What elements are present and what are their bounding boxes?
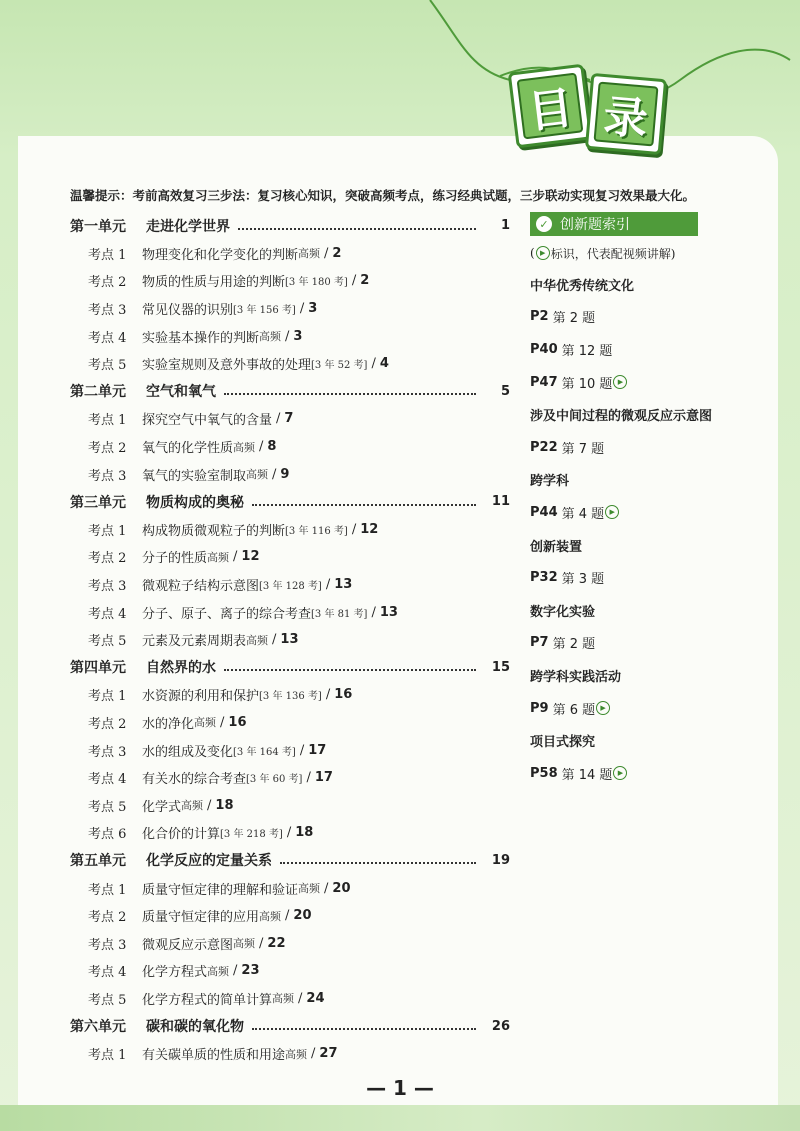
point-title: 常见仪器的识别	[142, 303, 234, 319]
index-reference[interactable]	[530, 627, 780, 660]
slash-separator: /	[276, 411, 281, 427]
video-legend-note	[530, 242, 780, 264]
index-reference[interactable]	[530, 366, 780, 399]
toc-point-row[interactable]	[70, 681, 510, 709]
index-category: 涉及中间过程的微观反应示意图	[530, 409, 713, 425]
reference-question: 第 4 题	[561, 506, 605, 522]
point-title: 化学方程式	[142, 965, 208, 981]
toc-unit-row[interactable]	[70, 378, 510, 406]
innovation-index-list	[530, 268, 780, 790]
point-page-number: 12	[360, 521, 379, 537]
toc-point-row[interactable]	[70, 598, 510, 626]
slash-separator: /	[325, 687, 331, 703]
index-category: 跨学科	[530, 474, 570, 490]
slash-separator: /	[259, 935, 264, 951]
point-label: 考点 3	[88, 579, 127, 595]
toc-point-row[interactable]	[70, 957, 510, 985]
toc-unit-row[interactable]	[70, 488, 510, 516]
dot-leader	[252, 492, 476, 506]
reference-page: P40	[530, 341, 558, 357]
point-title: 实验基本操作的判断	[142, 330, 260, 346]
toc-point-row[interactable]	[70, 516, 510, 544]
reference-question: 第 12 题	[561, 343, 613, 359]
point-title: 分子的性质	[142, 551, 208, 567]
high-frequency-tag: 高频	[194, 716, 217, 730]
point-title: 质量守恒定律的理解和验证	[142, 882, 299, 898]
point-page-number: 3	[308, 301, 318, 317]
exam-count-tag: [3 年 128 考]	[259, 581, 322, 593]
high-frequency-tag: 高频	[181, 799, 204, 813]
index-reference[interactable]	[530, 301, 780, 334]
reference-page: P7	[530, 635, 549, 651]
title-tile-mu	[508, 64, 593, 149]
reference-question: 第 10 题	[561, 376, 613, 392]
toc-point-row[interactable]	[70, 819, 510, 847]
slash-separator: /	[233, 963, 238, 979]
slash-separator: /	[306, 770, 311, 786]
toc-point-row[interactable]	[70, 322, 510, 350]
index-category: 创新装置	[530, 539, 583, 555]
high-frequency-tag: 高频	[298, 882, 321, 896]
slash-separator: /	[371, 356, 376, 372]
slash-separator: /	[324, 880, 329, 896]
point-label: 考点 2	[88, 716, 127, 732]
table-of-contents	[70, 212, 510, 1067]
high-frequency-tag: 高频	[246, 468, 269, 482]
exam-count-tag: [3 年 136 考]	[259, 691, 322, 703]
point-page-number: 13	[280, 632, 299, 648]
point-label: 考点 3	[88, 303, 127, 319]
point-title: 水的组成及变化	[142, 744, 234, 760]
slash-separator: /	[272, 632, 277, 648]
play-icon[interactable]: ▶	[605, 505, 619, 519]
point-title: 物质的性质与用途的判断	[142, 275, 286, 291]
exam-count-tag: [3 年 116 考]	[285, 525, 348, 537]
toc-unit-row[interactable]	[70, 1012, 510, 1040]
dot-leader	[252, 1016, 476, 1030]
toc-point-row[interactable]	[70, 736, 510, 764]
unit-title: 化学反应的定量关系	[146, 853, 272, 870]
point-title: 探究空气中氧气的含量	[142, 413, 273, 429]
title-tile-lu	[585, 73, 667, 155]
reference-question: 第 14 题	[561, 767, 613, 783]
reference-page: P47	[530, 374, 558, 390]
reference-question: 第 2 题	[552, 311, 596, 327]
point-label: 考点 4	[88, 965, 127, 981]
point-title: 有关水的综合考查	[142, 772, 247, 788]
high-frequency-tag: 高频	[207, 550, 230, 564]
slash-separator: /	[298, 990, 303, 1006]
innovation-index-title: 创新题索引	[560, 217, 630, 233]
toc-point-row[interactable]	[70, 764, 510, 792]
toc-point-row[interactable]	[70, 1040, 510, 1068]
slash-separator: /	[299, 742, 305, 758]
point-label: 考点 1	[88, 689, 127, 705]
slash-separator: /	[311, 1046, 316, 1062]
point-label: 考点 1	[88, 523, 127, 539]
high-frequency-tag: 高频	[233, 440, 256, 454]
video-legend-pre: (	[530, 246, 535, 260]
unit-title: 走进化学世界	[146, 218, 230, 235]
slash-separator: /	[325, 577, 331, 593]
point-page-number: 7	[284, 411, 294, 427]
point-label: 考点 5	[88, 358, 127, 374]
slash-separator: /	[272, 466, 277, 482]
unit-label: 第六单元	[70, 1019, 126, 1036]
exam-count-tag: [3 年 218 考]	[220, 829, 283, 841]
point-title: 构成物质微观粒子的判断	[142, 523, 286, 539]
high-frequency-tag: 高频	[272, 992, 295, 1006]
unit-page-number: 5	[500, 383, 510, 399]
point-page-number: 24	[306, 990, 325, 1006]
point-label: 考点 4	[88, 330, 127, 346]
point-label: 考点 2	[88, 551, 127, 567]
high-frequency-tag: 高频	[233, 937, 256, 951]
toc-point-row[interactable]	[70, 709, 510, 737]
lightbulb-icon: ✓	[536, 216, 552, 232]
exam-count-tag: [3 年 180 考]	[285, 277, 348, 289]
index-reference[interactable]	[530, 431, 780, 464]
point-page-number: 2	[360, 273, 370, 289]
play-icon: ▶	[536, 246, 550, 260]
point-label: 考点 3	[88, 468, 127, 484]
point-label: 考点 3	[88, 744, 127, 760]
point-title: 微观反应示意图	[142, 937, 234, 953]
study-tip: 温馨提示：考前高效复习三步法：复习核心知识，突破高频考点，练习经典试题，三步联动实现复习效果最大化。	[70, 188, 696, 203]
index-reference[interactable]	[530, 333, 780, 366]
slash-separator: /	[259, 439, 264, 455]
slash-separator: /	[233, 549, 238, 565]
point-title: 水资源的利用和保护	[142, 689, 260, 705]
index-reference[interactable]	[530, 757, 780, 790]
point-title: 水的净化	[142, 716, 195, 732]
point-page-number: 22	[267, 935, 286, 951]
reference-question: 第 6 题	[552, 702, 596, 718]
unit-title: 空气和氧气	[146, 384, 216, 401]
point-label: 考点 2	[88, 441, 127, 457]
point-page-number: 17	[308, 742, 327, 758]
exam-count-tag: [3 年 164 考]	[233, 746, 296, 758]
index-category: 中华优秀传统文化	[530, 278, 635, 294]
high-frequency-tag: 高频	[298, 247, 321, 261]
play-icon[interactable]: ▶	[596, 701, 610, 715]
toc-point-row[interactable]	[70, 295, 510, 323]
point-title: 实验室规则及意外事故的处理	[142, 358, 312, 374]
point-title: 化学式	[142, 799, 182, 815]
toc-point-row[interactable]	[70, 405, 510, 433]
point-label: 考点 2	[88, 275, 127, 291]
point-page-number: 3	[293, 328, 303, 344]
point-label: 考点 5	[88, 634, 127, 650]
hanging-string-decoration	[0, 0, 800, 150]
exam-count-tag: [3 年 81 考]	[311, 608, 368, 620]
point-page-number: 20	[332, 880, 351, 896]
toc-point-row[interactable]	[70, 240, 510, 268]
unit-label: 第四单元	[70, 660, 126, 677]
unit-page-number: 15	[491, 659, 510, 675]
index-category: 跨学科实践活动	[530, 669, 622, 685]
point-page-number: 18	[215, 797, 234, 813]
point-page-number: 2	[332, 245, 342, 261]
slash-separator: /	[207, 797, 212, 813]
slash-separator: /	[285, 328, 290, 344]
reference-question: 第 3 题	[561, 572, 605, 588]
title-char-lu: 录	[601, 91, 650, 146]
toc-point-row[interactable]	[70, 571, 510, 599]
unit-page-number: 26	[491, 1018, 510, 1034]
high-frequency-tag: 高频	[207, 964, 230, 978]
point-title: 质量守恒定律的应用	[142, 910, 260, 926]
point-page-number: 20	[293, 908, 312, 924]
index-category: 项目式探究	[530, 735, 596, 751]
innovation-index-header	[530, 212, 698, 236]
toc-point-row[interactable]	[70, 460, 510, 488]
exam-count-tag: [3 年 52 考]	[311, 360, 368, 372]
point-label: 考点 2	[88, 910, 127, 926]
index-reference[interactable]	[530, 496, 780, 529]
toc-point-row[interactable]	[70, 985, 510, 1013]
point-title: 物理变化和化学变化的判断	[142, 247, 299, 263]
point-title: 氧气的实验室制取	[142, 468, 247, 484]
toc-unit-row[interactable]	[70, 847, 510, 875]
point-label: 考点 1	[88, 1048, 127, 1064]
point-title: 化学方程式的简单计算	[142, 992, 273, 1008]
point-title: 有关碳单质的性质和用途	[142, 1048, 286, 1064]
high-frequency-tag: 高频	[259, 330, 282, 344]
reference-page: P44	[530, 504, 558, 520]
high-frequency-tag: 高频	[285, 1047, 308, 1061]
slash-separator: /	[324, 245, 329, 261]
toc-point-row[interactable]	[70, 433, 510, 461]
unit-label: 第二单元	[70, 384, 126, 401]
toc-point-row[interactable]	[70, 929, 510, 957]
point-label: 考点 3	[88, 937, 127, 953]
unit-page-number: 11	[491, 494, 510, 510]
point-label: 考点 1	[88, 247, 127, 263]
unit-label: 第五单元	[70, 853, 126, 870]
point-page-number: 16	[334, 687, 353, 703]
index-reference[interactable]	[530, 561, 780, 594]
unit-title: 自然界的水	[146, 660, 216, 677]
toc-unit-row[interactable]	[70, 654, 510, 682]
point-page-number: 4	[379, 356, 389, 372]
bottom-strip	[0, 1105, 800, 1131]
exam-count-tag: [3 年 60 考]	[246, 774, 303, 786]
slash-separator: /	[285, 908, 290, 924]
reference-page: P9	[530, 700, 549, 716]
title-char-mu: 目	[525, 82, 576, 139]
toc-point-row[interactable]	[70, 626, 510, 654]
slash-separator: /	[286, 825, 292, 841]
point-page-number: 13	[334, 577, 353, 593]
toc-point-row[interactable]	[70, 874, 510, 902]
slash-separator: /	[299, 301, 305, 317]
slash-separator: /	[351, 273, 357, 289]
video-legend-text: 标识，代表配视频讲解)	[550, 246, 676, 261]
point-page-number: 18	[295, 825, 314, 841]
exam-count-tag: [3 年 156 考]	[233, 305, 296, 317]
index-category: 数字化实验	[530, 604, 596, 620]
unit-label: 第一单元	[70, 218, 126, 235]
dot-leader	[280, 850, 476, 864]
toc-point-row[interactable]	[70, 350, 510, 378]
point-page-number: 16	[228, 714, 247, 730]
point-title: 微观粒子结构示意图	[142, 579, 260, 595]
point-label: 考点 4	[88, 606, 127, 622]
reference-question: 第 7 题	[561, 441, 605, 457]
high-frequency-tag: 高频	[259, 909, 282, 923]
unit-title: 碳和碳的氧化物	[146, 1019, 244, 1036]
slash-separator: /	[371, 604, 376, 620]
toc-point-row[interactable]	[70, 902, 510, 930]
reference-page: P22	[530, 439, 558, 455]
point-page-number: 12	[241, 549, 260, 565]
point-title: 化合价的计算	[142, 827, 221, 843]
play-icon[interactable]: ▶	[613, 766, 627, 780]
toc-unit-row[interactable]	[70, 212, 510, 240]
point-title: 元素及元素周期表	[142, 634, 247, 650]
toc-point-row[interactable]	[70, 791, 510, 819]
point-page-number: 23	[241, 963, 260, 979]
point-label: 考点 5	[88, 992, 127, 1008]
slash-separator: /	[220, 714, 225, 730]
high-frequency-tag: 高频	[246, 633, 269, 647]
reference-page: P32	[530, 570, 558, 586]
reference-page: P58	[530, 765, 558, 781]
slash-separator: /	[351, 521, 357, 537]
dot-leader	[224, 381, 476, 395]
point-page-number: 13	[379, 604, 398, 620]
point-page-number: 8	[267, 439, 277, 455]
point-label: 考点 1	[88, 413, 127, 429]
reference-page: P2	[530, 309, 549, 325]
unit-page-number: 19	[491, 852, 510, 868]
page-number: — 1 —	[366, 1076, 434, 1100]
point-label: 考点 4	[88, 772, 127, 788]
unit-label: 第三单元	[70, 494, 126, 511]
point-title: 分子、原子、离子的综合考查	[142, 606, 312, 622]
point-label: 考点 1	[88, 882, 127, 898]
point-page-number: 9	[280, 466, 290, 482]
play-icon[interactable]: ▶	[613, 375, 627, 389]
point-title: 氧气的化学性质	[142, 441, 234, 457]
toc-point-row[interactable]	[70, 543, 510, 571]
dot-leader	[224, 657, 476, 671]
point-page-number: 27	[319, 1046, 338, 1062]
dot-leader	[238, 216, 476, 230]
toc-point-row[interactable]	[70, 267, 510, 295]
unit-title: 物质构成的奥秘	[146, 494, 244, 511]
innovation-index-panel	[530, 212, 780, 790]
point-label: 考点 5	[88, 799, 127, 815]
point-label: 考点 6	[88, 827, 127, 843]
index-reference[interactable]	[530, 692, 780, 725]
reference-question: 第 2 题	[552, 637, 596, 653]
point-page-number: 17	[314, 770, 333, 786]
unit-page-number: 1	[500, 218, 510, 234]
